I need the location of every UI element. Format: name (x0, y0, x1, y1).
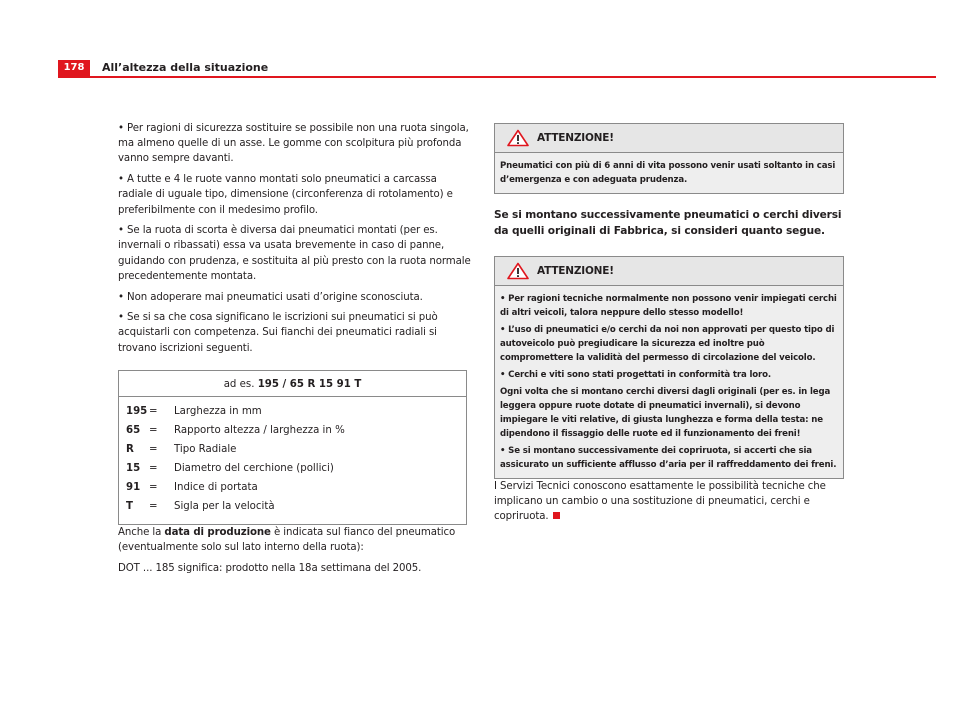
text-run: Anche la (118, 526, 165, 538)
warning-triangle-icon (507, 262, 529, 280)
paragraph: • A tutte e 4 le ruote vanno montati solo pneumatici a carcassa radiale di uguale tipo, dimensione (circonferenza di rotolamento) e preferibilmente con il medesimo profilo. (118, 174, 453, 216)
warning-header (495, 257, 843, 286)
production-date-paragraph (118, 525, 472, 555)
warning-item: • Per ragioni tecniche normalmente non possono venir impiegati cerchi di altri veicoli, talora neppure dello stesso modello! (500, 294, 837, 318)
equals-sign: = (149, 500, 158, 512)
closing-text: I Servizi Tecnici conoscono esattamente le possibilità tecniche che implicano un cambio o una sostituzione di pneumatici, cerchi e copriruota. (494, 481, 826, 523)
equals-sign: = (149, 405, 158, 417)
warning-box (494, 123, 844, 194)
bold-term: data di produzione (164, 526, 271, 538)
tire-code: 15 (126, 462, 141, 474)
warning-body (495, 286, 843, 478)
equals-sign: = (149, 481, 158, 493)
equals-sign: = (149, 443, 158, 455)
closing-paragraph (494, 479, 844, 525)
warning-text: Pneumatici con più di 6 anni di vita possono venir usati soltanto in casi d’emergenza e con adeguata prudenza. (500, 161, 836, 185)
text-run: è indicata sul fianco del pneumatico (eventualmente solo sul lato interno della ruota): (118, 526, 456, 554)
tire-code-description: Sigla per la velocità (174, 500, 275, 512)
paragraph: • Se la ruota di scorta è diversa dai pneumatici montati (per es. invernali o ribassati) essa va usata brevemente in caso di panne, guidando con prudenza, e sostituita al più presto con la ruota normale precedentemente montata. (118, 225, 471, 282)
warning-header (495, 124, 843, 153)
tire-code: R (126, 443, 134, 455)
table-body (119, 397, 466, 524)
table-row (126, 459, 466, 478)
table-header (119, 371, 466, 397)
warning-body (495, 153, 843, 193)
warning-title: ATTENZIONE! (537, 132, 614, 144)
left-column (118, 121, 472, 581)
warning-item: Ogni volta che si montano cerchi diversi dagli originali (per es. in lega leggera oppure ruote dotate di pneumatici invernali), si devono impiegare le viti relative, di giusta lunghezza e forma della testa: ne dipendono il fissaggio delle ruote ed il funzionamento dei freni! (500, 387, 831, 439)
warning-triangle-icon (507, 129, 529, 147)
paragraph: • Non adoperare mai pneumatici usati d’origine sconosciuta. (118, 291, 423, 303)
table-row (126, 440, 466, 459)
equals-sign: = (149, 462, 158, 474)
section-title: All’altezza della situazione (102, 61, 269, 74)
tire-code: 91 (126, 481, 141, 493)
dot-example: DOT ... 185 significa: prodotto nella 18a settimana del 2005. (118, 562, 422, 574)
tire-code-description: Larghezza in mm (174, 405, 262, 417)
tire-code: 195 (126, 405, 148, 417)
tire-code-description: Diametro del cerchione (pollici) (174, 462, 334, 474)
warning-item: • Cerchi e viti sono stati progettati in conformità tra loro. (500, 370, 771, 380)
tire-code-description: Rapporto altezza / larghezza in % (174, 424, 345, 436)
warning-item: • Se si montano successivamente dei copriruota, si accerti che sia assicurato un sufficiente afflusso d’aria per il raffreddamento dei freni. (500, 446, 837, 470)
header-divider (58, 76, 936, 78)
table-row (126, 402, 466, 421)
tire-code: 65 (126, 424, 141, 436)
paragraph: • Per ragioni di sicurezza sostituire se possibile non una ruota singola, ma almeno quelle di un asse. Le gomme con scolpitura più profonda vanno sempre davanti. (118, 123, 469, 165)
tire-code: T (126, 500, 133, 512)
end-of-section-marker (553, 512, 560, 519)
tire-code-table (118, 370, 467, 525)
table-row (126, 421, 466, 440)
equals-sign: = (149, 424, 158, 436)
tire-code-description: Tipo Radiale (174, 443, 237, 455)
table-header-example: 195 / 65 R 15 91 T (257, 378, 362, 390)
table-row (126, 478, 466, 497)
table-header-prefix: ad es. (223, 378, 255, 390)
warning-item: • L’uso di pneumatici e/o cerchi da noi non approvati per questo tipo di autoveicolo può pregiudicare la sicurezza ed inoltre può compromettere la validità del permesso di circolazione del veicolo. (500, 325, 835, 363)
warning-title: ATTENZIONE! (537, 265, 614, 277)
tire-code-description: Indice di portata (174, 481, 258, 493)
table-row (126, 497, 466, 516)
subheading: Se si montano successivamente pneumatici o cerchi diversi da quelli originali di Fabbrica, si consideri quanto segue. (494, 209, 842, 237)
right-column (494, 123, 844, 530)
page-number-badge: 178 (58, 60, 90, 76)
warning-box (494, 256, 844, 479)
paragraph: • Se si sa che cosa significano le iscrizioni sui pneumatici si può acquistarli con competenza. Sui fianchi dei pneumatici radiali si trovano iscrizioni seguenti. (118, 312, 438, 354)
